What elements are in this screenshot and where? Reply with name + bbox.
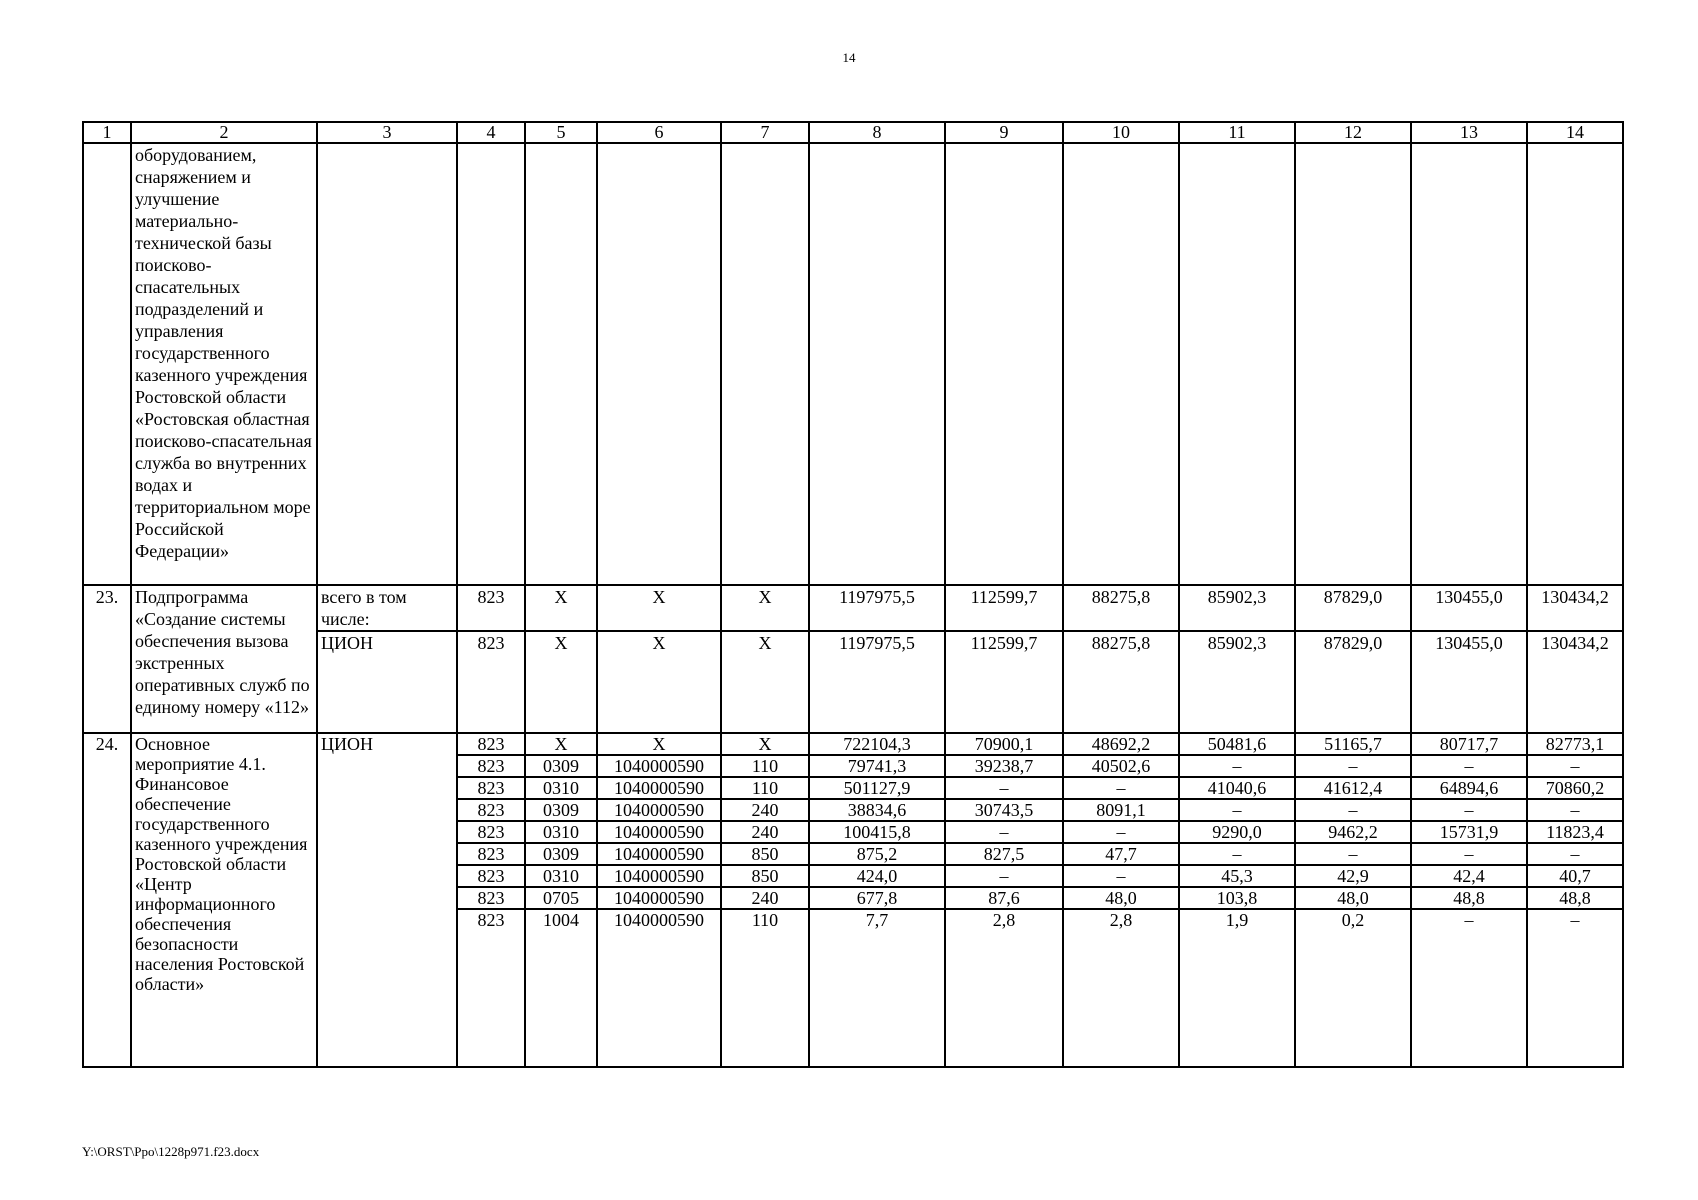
value-cell: 100415,8: [809, 821, 945, 843]
value-cell: –: [945, 865, 1063, 887]
value-cell: 40,7: [1527, 865, 1623, 887]
empty-cell: [1179, 143, 1295, 585]
row-number-cell: 24.: [83, 733, 131, 1067]
value-cell: –: [1179, 755, 1295, 777]
value-cell: 240: [721, 821, 809, 843]
value-cell: Х: [721, 733, 809, 755]
value-cell: 38834,6: [809, 799, 945, 821]
value-cell: 51165,7: [1295, 733, 1411, 755]
value-cell: 823: [457, 755, 525, 777]
activity-name-cell: Основное мероприятие 4.1. Финансовое обеспечение государственного казенного учреждения Ростовской области «Центр информационного обеспечения безопасности населения Ростовской области»: [131, 733, 317, 1067]
executor-cell: всего в том числе:: [317, 585, 457, 631]
empty-cell: [597, 143, 721, 585]
value-cell: 1040000590: [597, 843, 721, 865]
value-cell: 130455,0: [1411, 631, 1527, 733]
column-header: 3: [317, 122, 457, 143]
empty-cell: [1063, 143, 1179, 585]
value-cell: 823: [457, 585, 525, 631]
value-cell: 42,4: [1411, 865, 1527, 887]
value-cell: –: [1527, 909, 1623, 1067]
value-cell: 79741,3: [809, 755, 945, 777]
column-header: 12: [1295, 122, 1411, 143]
value-cell: Х: [721, 585, 809, 631]
value-cell: 850: [721, 865, 809, 887]
value-cell: 823: [457, 887, 525, 909]
value-cell: 48,0: [1295, 887, 1411, 909]
value-cell: Х: [525, 585, 597, 631]
column-header: 5: [525, 122, 597, 143]
value-cell: 2,8: [945, 909, 1063, 1067]
value-cell: 0310: [525, 777, 597, 799]
value-cell: 0310: [525, 821, 597, 843]
value-cell: Х: [525, 733, 597, 755]
value-cell: 1197975,5: [809, 631, 945, 733]
page-number: 14: [842, 50, 856, 65]
value-cell: 850: [721, 843, 809, 865]
empty-cell: [317, 143, 457, 585]
value-cell: 823: [457, 909, 525, 1067]
value-cell: –: [1063, 865, 1179, 887]
value-cell: –: [1411, 843, 1527, 865]
value-cell: 0309: [525, 843, 597, 865]
value-cell: –: [945, 821, 1063, 843]
value-cell: 2,8: [1063, 909, 1179, 1067]
value-cell: 823: [457, 843, 525, 865]
value-cell: 501127,9: [809, 777, 945, 799]
value-cell: Х: [721, 631, 809, 733]
empty-cell: [83, 143, 131, 585]
value-cell: 41040,6: [1179, 777, 1295, 799]
value-cell: 45,3: [1179, 865, 1295, 887]
value-cell: 0,2: [1295, 909, 1411, 1067]
executor-cell: ЦИОН: [317, 733, 457, 1067]
value-cell: 1040000590: [597, 755, 721, 777]
table-row: [83, 585, 1623, 631]
value-cell: 87,6: [945, 887, 1063, 909]
value-cell: 1004: [525, 909, 597, 1067]
value-cell: –: [1295, 843, 1411, 865]
column-header: 11: [1179, 122, 1295, 143]
activity-name-cell: Подпрограмма «Создание системы обеспечения вызова экстренных оперативных служб по единому номеру «112»: [131, 585, 317, 733]
value-cell: 48692,2: [1063, 733, 1179, 755]
value-cell: 0309: [525, 799, 597, 821]
executor-cell: ЦИОН: [317, 631, 457, 733]
value-cell: 41612,4: [1295, 777, 1411, 799]
empty-cell: [721, 143, 809, 585]
header-row: [83, 122, 1623, 143]
value-cell: 1,9: [1179, 909, 1295, 1067]
value-cell: 1040000590: [597, 865, 721, 887]
value-cell: 823: [457, 777, 525, 799]
empty-cell: [945, 143, 1063, 585]
table-row: [83, 143, 1623, 585]
empty-cell: [457, 143, 525, 585]
value-cell: 88275,8: [1063, 585, 1179, 631]
value-cell: 9462,2: [1295, 821, 1411, 843]
value-cell: 677,8: [809, 887, 945, 909]
value-cell: 87829,0: [1295, 585, 1411, 631]
value-cell: 130434,2: [1527, 585, 1623, 631]
value-cell: 82773,1: [1527, 733, 1623, 755]
value-cell: 87829,0: [1295, 631, 1411, 733]
value-cell: 240: [721, 887, 809, 909]
value-cell: –: [1295, 755, 1411, 777]
value-cell: 70900,1: [945, 733, 1063, 755]
column-header: 1: [83, 122, 131, 143]
value-cell: 0705: [525, 887, 597, 909]
value-cell: 11823,4: [1527, 821, 1623, 843]
value-cell: 1197975,5: [809, 585, 945, 631]
value-cell: 9290,0: [1179, 821, 1295, 843]
budget-table: [82, 121, 1624, 1068]
value-cell: 39238,7: [945, 755, 1063, 777]
value-cell: 1040000590: [597, 821, 721, 843]
value-cell: 827,5: [945, 843, 1063, 865]
value-cell: 15731,9: [1411, 821, 1527, 843]
value-cell: 8091,1: [1063, 799, 1179, 821]
value-cell: 7,7: [809, 909, 945, 1067]
table-row: [83, 733, 1623, 755]
value-cell: Х: [525, 631, 597, 733]
row-number-cell: 23.: [83, 585, 131, 733]
value-cell: –: [1063, 777, 1179, 799]
value-cell: –: [1179, 843, 1295, 865]
column-header: 8: [809, 122, 945, 143]
value-cell: 48,8: [1411, 887, 1527, 909]
value-cell: 823: [457, 821, 525, 843]
column-header: 14: [1527, 122, 1623, 143]
value-cell: 823: [457, 865, 525, 887]
value-cell: 0309: [525, 755, 597, 777]
column-header: 4: [457, 122, 525, 143]
value-cell: 823: [457, 733, 525, 755]
value-cell: 48,8: [1527, 887, 1623, 909]
empty-cell: [1295, 143, 1411, 585]
value-cell: 240: [721, 799, 809, 821]
value-cell: –: [1527, 755, 1623, 777]
value-cell: 424,0: [809, 865, 945, 887]
empty-cell: [809, 143, 945, 585]
value-cell: 0310: [525, 865, 597, 887]
value-cell: 823: [457, 631, 525, 733]
empty-cell: [1527, 143, 1623, 585]
column-header: 9: [945, 122, 1063, 143]
value-cell: 1040000590: [597, 799, 721, 821]
value-cell: 875,2: [809, 843, 945, 865]
value-cell: 85902,3: [1179, 631, 1295, 733]
value-cell: 85902,3: [1179, 585, 1295, 631]
column-header: 7: [721, 122, 809, 143]
value-cell: 112599,7: [945, 631, 1063, 733]
value-cell: 1040000590: [597, 777, 721, 799]
value-cell: 1040000590: [597, 909, 721, 1067]
value-cell: –: [1179, 799, 1295, 821]
column-header: 13: [1411, 122, 1527, 143]
value-cell: 30743,5: [945, 799, 1063, 821]
activity-name-cell: оборудованием, снаряжением и улучшение материально-технической базы поисково-спасательных подразделений и управления государственного казенного учреждения Ростовской области «Ростовская областная поисково-спасательная служба во внутренних водах и территориальном море Российской Федерации»: [131, 143, 317, 585]
value-cell: Х: [597, 585, 721, 631]
value-cell: 64894,6: [1411, 777, 1527, 799]
footer-file-path: Y:\ORST\Ppo\1228p971.f23.docx: [82, 1144, 260, 1159]
value-cell: 110: [721, 777, 809, 799]
value-cell: 110: [721, 755, 809, 777]
value-cell: 48,0: [1063, 887, 1179, 909]
value-cell: 88275,8: [1063, 631, 1179, 733]
value-cell: 103,8: [1179, 887, 1295, 909]
value-cell: 823: [457, 799, 525, 821]
value-cell: 130434,2: [1527, 631, 1623, 733]
value-cell: Х: [597, 631, 721, 733]
value-cell: 722104,3: [809, 733, 945, 755]
value-cell: –: [1411, 909, 1527, 1067]
value-cell: 50481,6: [1179, 733, 1295, 755]
value-cell: 42,9: [1295, 865, 1411, 887]
value-cell: –: [945, 777, 1063, 799]
value-cell: Х: [597, 733, 721, 755]
empty-cell: [1411, 143, 1527, 585]
value-cell: –: [1527, 799, 1623, 821]
value-cell: –: [1527, 843, 1623, 865]
value-cell: –: [1411, 755, 1527, 777]
value-cell: –: [1063, 821, 1179, 843]
empty-cell: [525, 143, 597, 585]
column-header: 2: [131, 122, 317, 143]
value-cell: 110: [721, 909, 809, 1067]
value-cell: 47,7: [1063, 843, 1179, 865]
value-cell: 130455,0: [1411, 585, 1527, 631]
value-cell: 1040000590: [597, 887, 721, 909]
value-cell: 40502,6: [1063, 755, 1179, 777]
value-cell: 70860,2: [1527, 777, 1623, 799]
value-cell: 80717,7: [1411, 733, 1527, 755]
value-cell: –: [1295, 799, 1411, 821]
value-cell: –: [1411, 799, 1527, 821]
column-header: 10: [1063, 122, 1179, 143]
column-header: 6: [597, 122, 721, 143]
value-cell: 112599,7: [945, 585, 1063, 631]
